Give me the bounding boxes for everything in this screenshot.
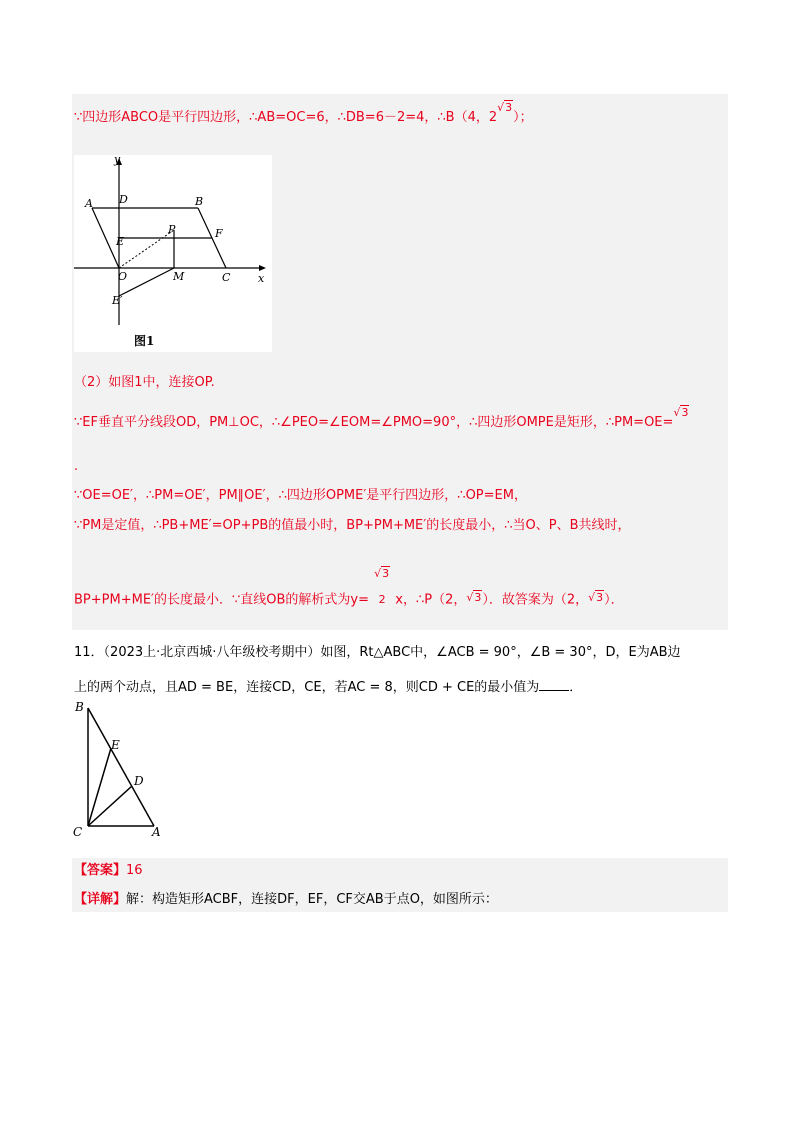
part2-line-6-text-d: ）． <box>604 592 624 608</box>
question-11-line-1: 11．（2023上·北京西城·八年级校考期中）如图，Rt△ABC中，∠ACB = 90°，∠B = 30°，D，E为AB边 <box>74 645 681 660</box>
answer-line <box>74 862 143 880</box>
label-D: D <box>134 774 144 788</box>
detail-tag: 【详解】 <box>74 892 127 907</box>
label-D: D <box>119 193 128 206</box>
label-C: C <box>73 825 83 838</box>
question-11-line-2-text: 上的两个动点，且AD = BE，连接CD，CE，若AC = 8，则CD + CE的最小值为 <box>74 680 540 695</box>
label-A: A <box>152 825 161 838</box>
sqrt-3: √3 <box>588 590 604 604</box>
answer-tag: 【答案】 <box>74 863 127 878</box>
part2-line-4: ∵OE=OE′，∴PM=OE′，PM∥OE′，∴四边形OPME′是平行四边形，∴OP=EM， <box>74 488 527 503</box>
part2-line-6-text: BP+PM+ME′的长度最小．∵直线OB的解析式为y= <box>74 592 369 608</box>
sqrt-3: √3 <box>466 590 482 604</box>
detail-line <box>74 891 498 909</box>
question-11-line-2-end: ． <box>569 680 583 695</box>
sqrt-3: √3 <box>673 406 689 419</box>
label-E: E <box>116 235 125 248</box>
sqrt-3: √3 <box>497 101 513 114</box>
answer-value: 16 <box>126 863 143 878</box>
solution-text-end: ）； <box>513 110 533 125</box>
label-E: E <box>111 738 120 752</box>
solution-line-1 <box>74 101 533 127</box>
label-F: F <box>215 227 223 240</box>
part2-line-6-text-b: x，∴P（2， <box>395 592 467 608</box>
part2-line-6 <box>74 567 624 610</box>
figure-1 <box>74 155 272 352</box>
part2-line-1: （2）如图1中，连接OP. <box>74 375 215 390</box>
figure-1-caption: 图1 <box>134 334 155 348</box>
label-O: O <box>118 270 128 283</box>
detail-text: 解：构造矩形ACBF，连接DF，EF，CF交AB于点O，如图所示： <box>126 892 498 907</box>
label-E-prime: E′ <box>112 294 123 307</box>
question-11-line-2 <box>74 678 582 697</box>
figure-2 <box>70 698 170 838</box>
label-C: C <box>222 271 231 284</box>
label-y: y <box>114 155 121 166</box>
answer-blank <box>539 678 569 691</box>
part2-line-3: . <box>74 459 79 474</box>
label-A: A <box>85 197 93 210</box>
figure-1-svg <box>74 155 272 352</box>
part2-line-5: ∵PM是定值，∴PB+ME′=OP+PB的值最小时，BP+PM+ME′的长度最小，∴当O、P、B共线时， <box>74 518 631 533</box>
label-B: B <box>75 700 84 714</box>
part2-line-2 <box>74 406 689 432</box>
label-M: M <box>173 270 185 283</box>
label-P: P <box>168 223 176 236</box>
part2-line-2-text: ∵EF垂直平分线段OD，PM⊥OC，∴∠PEO=∠EOM=∠PMO=90°，∴四边形OMPE是矩形，∴PM=OE= <box>74 415 674 430</box>
fraction: √3 2 <box>374 567 390 606</box>
solution-text: ∵四边形ABCO是平行四边形，∴AB=OC=6，∴DB=6－2=4，∴B（4，2 <box>74 110 498 125</box>
figure-2-svg <box>70 698 170 838</box>
label-B: B <box>195 195 204 208</box>
label-x: x <box>258 272 265 285</box>
part2-line-6-text-c: ）．故答案为（2， <box>482 592 589 608</box>
